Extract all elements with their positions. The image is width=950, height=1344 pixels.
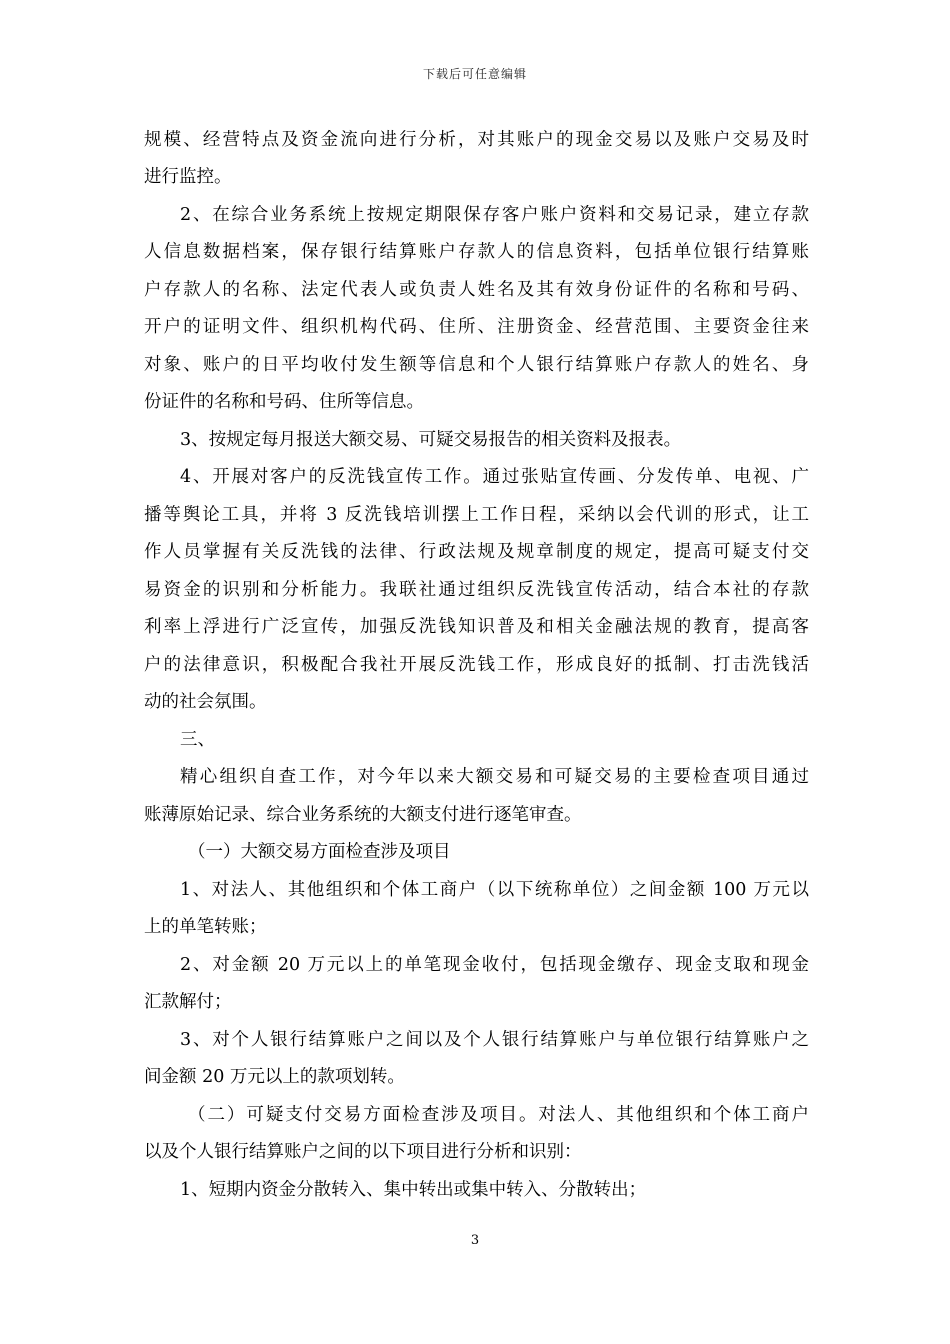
text-line: （二）可疑支付交易方面检查涉及项目。对法人、其他组织和个体工商户: [188, 1105, 809, 1125]
text-line: 间金额 20 万元以上的款项划转。: [144, 1067, 405, 1087]
text-line: 份证件的名称和号码、住所等信息。: [144, 392, 424, 412]
text-line: 账薄原始记录、综合业务系统的大额支付进行逐笔审查。: [144, 805, 582, 825]
text-line: 利率上浮进行广泛宣传，加强反洗钱知识普及和相关金融法规的教育，提高客: [144, 617, 809, 637]
text-line: 精心组织自查工作，对今年以来大额交易和可疑交易的主要检查项目通过: [180, 767, 809, 787]
text-line: 开户的证明文件、组织机构代码、住所、注册资金、经营范围、主要资金往来: [144, 317, 809, 337]
text-line: 4、开展对客户的反洗钱宣传工作。通过张贴宣传画、分发传单、电视、广: [180, 467, 809, 487]
subsection-heading: （一）大额交易方面检查涉及项目: [188, 842, 451, 862]
text-line: 对象、账户的日平均收付发生额等信息和个人银行结算账户存款人的姓名、身: [144, 355, 809, 375]
text-line: 户的法律意识，积极配合我社开展反洗钱工作，形成良好的抵制、打击洗钱活: [144, 655, 809, 675]
text-line: 作人员掌握有关反洗钱的法律、行政法规及规章制度的规定，提高可疑支付交: [144, 542, 809, 562]
text-line: 进行监控。: [144, 167, 232, 187]
text-line: 汇款解付；: [144, 992, 232, 1012]
text-line: 3、按规定每月报送大额交易、可疑交易报告的相关资料及报表。: [180, 430, 682, 450]
text-line: 2、在综合业务系统上按规定期限保存客户账户资料和交易记录，建立存款: [180, 205, 809, 225]
text-line: 1、短期内资金分散转入、集中转出或集中转入、分散转出；: [180, 1180, 647, 1200]
text-line: 规模、经营特点及资金流向进行分析，对其账户的现金交易以及账户交易及时: [144, 130, 809, 150]
text-line: 2、对金额 20 万元以上的单笔现金收付，包括现金缴存、现金支取和现金: [180, 955, 809, 975]
text-line: 1、对法人、其他组织和个体工商户（以下统称单位）之间金额 100 万元以: [180, 880, 809, 900]
text-line: 以及个人银行结算账户之间的以下项目进行分析和识别：: [144, 1142, 582, 1162]
page-header: 下载后可任意编辑: [422, 67, 527, 81]
text-line: 播等舆论工具，并将 3 反洗钱培训摆上工作日程，采纳以会代训的形式，让工: [144, 505, 809, 525]
text-line: 3、对个人银行结算账户之间以及个人银行结算账户与单位银行结算账户之: [180, 1030, 809, 1050]
text-line: 易资金的识别和分析能力。我联社通过组织反洗钱宣传活动，结合本社的存款: [144, 580, 809, 600]
section-heading: 三、: [180, 730, 215, 750]
text-line: 人信息数据档案，保存银行结算账户存款人的信息资料，包括单位银行结算账: [144, 242, 809, 262]
text-line: 上的单笔转账；: [144, 917, 267, 937]
page-number: 3: [470, 1233, 480, 1248]
text-line: 动的社会氛围。: [144, 692, 267, 712]
text-line: 户存款人的名称、法定代表人或负责人姓名及其有效身份证件的名称和号码、: [144, 280, 809, 300]
